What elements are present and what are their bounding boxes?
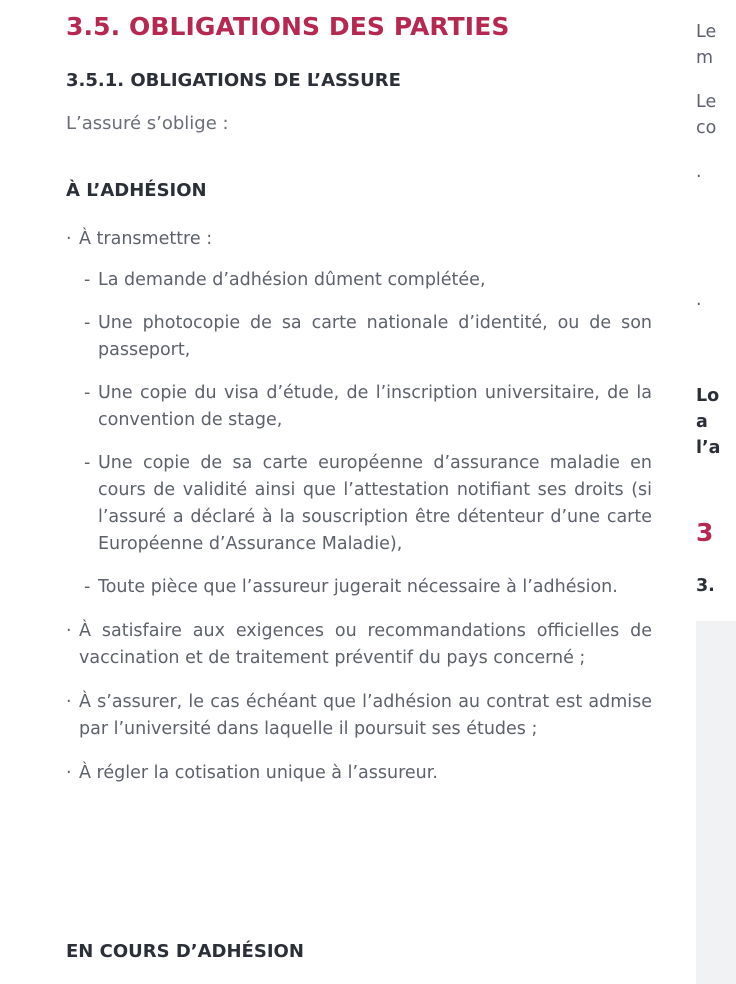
right-text-fragment: 3. (696, 576, 715, 596)
right-text-fragment: m (696, 48, 714, 68)
right-text-fragment: a (696, 412, 708, 432)
document-text: La demande d’adhésion dûment complétée, (98, 270, 486, 290)
right-column-clipped (696, 0, 736, 984)
document-text: Une photocopie de sa carte nationale d’identité, ou de son passeport, (98, 313, 652, 360)
right-panel-box (696, 621, 736, 984)
right-text-fragment: 3 (696, 518, 714, 547)
document-item (84, 450, 652, 558)
obligations-list (66, 226, 652, 804)
right-text-fragment: . (696, 290, 702, 310)
dash-icon: - (84, 577, 91, 597)
intro-text: L’assuré s’oblige : (66, 113, 229, 134)
document-item (84, 310, 652, 364)
subsection-title: 3.5.1. OBLIGATIONS DE L’ASSURE (66, 70, 401, 91)
document-item (84, 574, 652, 601)
obligation-text: À transmettre : (79, 229, 213, 249)
heading-adhesion: À L’ADHÉSION (66, 180, 207, 201)
bullet-icon: · (66, 763, 72, 783)
document-text: Une copie du visa d’étude, de l’inscription universitaire, de la convention de stage, (98, 383, 652, 430)
right-text-fragment: Lo (696, 386, 720, 406)
document-text: Une copie de sa carte européenne d’assurance maladie en cours de validité ainsi que l’attestation notifiant ses droits (si l’assuré a déclaré à la souscription être détenteur d’une carte Européenne d’Assurance Maladie), (98, 453, 652, 554)
document-item (84, 380, 652, 434)
right-text-fragment: l’a (696, 438, 721, 458)
obligation-text: À satisfaire aux exigences ou recommandations officielles de vaccination et de traitement préventif du pays concerné ; (79, 621, 652, 668)
obligation-item (66, 689, 652, 743)
documents-list (79, 267, 652, 601)
dash-icon: - (84, 383, 91, 403)
obligation-item (66, 618, 652, 672)
dash-icon: - (84, 270, 91, 290)
obligation-text: À s’assurer, le cas échéant que l’adhésion au contrat est admise par l’université dans laquelle il poursuit ses études ; (79, 692, 652, 739)
bullet-icon: · (66, 621, 72, 641)
obligation-text: À régler la cotisation unique à l’assureur. (79, 763, 438, 783)
obligation-item (66, 226, 652, 601)
right-text-fragment: Le (696, 92, 717, 112)
section-title: 3.5. OBLIGATIONS DES PARTIES (66, 12, 510, 41)
right-text-fragment: co (696, 118, 717, 138)
document-item (84, 267, 652, 294)
right-text-fragment: Le (696, 22, 717, 42)
heading-en-cours: EN COURS D’ADHÉSION (66, 941, 304, 962)
dash-icon: - (84, 453, 91, 473)
bullet-icon: · (66, 692, 72, 712)
right-text-fragment: . (696, 162, 702, 182)
obligation-item (66, 760, 652, 787)
document-text: Toute pièce que l’assureur jugerait nécessaire à l’adhésion. (98, 577, 618, 597)
dash-icon: - (84, 313, 91, 333)
bullet-icon: · (66, 229, 72, 249)
